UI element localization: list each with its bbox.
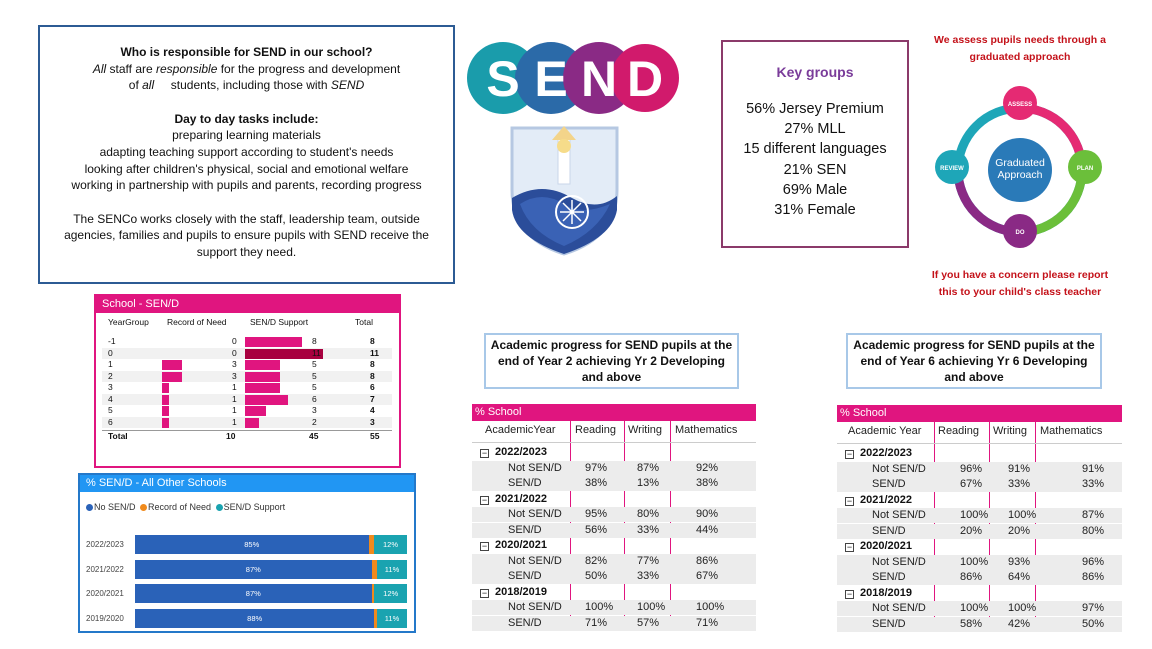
key-group-item: 27% MLL <box>784 121 846 138</box>
logo-letter: N <box>580 51 618 107</box>
collapse-icon: − <box>846 495 853 506</box>
ap-y6-table <box>837 405 1122 635</box>
no-send-bar: 88% <box>135 609 374 628</box>
table-row <box>102 394 392 406</box>
total-value: 11 <box>370 347 379 358</box>
table-cell: 57% <box>637 616 660 629</box>
record-of-need-bar <box>162 360 182 370</box>
year-cell: 5 <box>108 405 113 415</box>
info-line-2: of all students, including those with SEND <box>128 78 365 93</box>
total-record-of-need: 10 <box>226 431 236 441</box>
table-cell: 100% <box>960 602 989 614</box>
tasks-heading: Day to day tasks include: <box>174 111 319 126</box>
table-cell: 90% <box>696 508 719 520</box>
key-group-item: 56% Jersey Premium <box>746 101 884 117</box>
sen-support-value: 8 <box>312 336 317 346</box>
table-cell: 50% <box>1082 617 1105 630</box>
table-cell: 92% <box>696 461 719 474</box>
column-header: Writing <box>628 424 663 436</box>
row-label: Not SEN/D <box>872 462 926 475</box>
table-cell: 67% <box>696 570 719 582</box>
table-total-row <box>102 430 392 442</box>
table-cell: 20% <box>1008 524 1031 537</box>
record-of-need-value: 3 <box>232 359 237 369</box>
column-header: Mathematics <box>675 424 738 436</box>
no-send-bar: 87% <box>135 584 372 603</box>
table-cell: 38% <box>696 477 719 489</box>
row-label: SEN/D <box>508 570 542 582</box>
table-cell: 67% <box>960 478 983 490</box>
table-cell: 44% <box>696 523 719 536</box>
table-cell: 97% <box>1082 602 1105 614</box>
table-cell: 100% <box>1008 509 1037 521</box>
year-cell: 6 <box>108 416 113 427</box>
table-header: % School <box>472 404 756 421</box>
collapse-icon: − <box>481 541 488 551</box>
senco-line: support they need. <box>196 244 297 259</box>
sen-support-bar: 11% <box>377 560 407 579</box>
column-header: Academic Year <box>848 425 922 437</box>
table-cell: 100% <box>960 555 989 568</box>
table-cell: 80% <box>1082 524 1105 537</box>
senco-line: The SENCo works closely with the staff, leadership team, outside <box>73 211 420 226</box>
table-cell: 95% <box>585 508 608 520</box>
table-row <box>102 417 392 429</box>
table-cell: 71% <box>585 616 608 629</box>
total-value: 8 <box>370 359 375 369</box>
task-item: working in partnership with pupils and parents, recording progress <box>71 178 422 193</box>
table-row <box>102 405 392 417</box>
other-schools-chart <box>78 473 416 633</box>
sen-support-bar <box>245 337 302 347</box>
sen-support-bar: 12% <box>374 584 407 603</box>
svg-text:Approach: Approach <box>997 169 1043 181</box>
collapse-icon: − <box>481 587 488 598</box>
ap-y2-table <box>472 404 756 634</box>
year-group-label: − 2020/2021 <box>481 539 547 551</box>
row-label: Not SEN/D <box>508 508 562 520</box>
no-send-bar: 85% <box>135 535 369 554</box>
year-group-label: − 2018/2019 <box>481 585 547 598</box>
total-sen-support: 45 <box>309 431 319 441</box>
year-cell: 0 <box>108 347 113 358</box>
table-cell: 100% <box>585 601 614 613</box>
legend-dot <box>140 504 147 511</box>
table-cell: 87% <box>1082 509 1105 521</box>
row-label: SEN/D <box>872 478 906 490</box>
table-row <box>102 336 392 348</box>
table-cell: 97% <box>585 461 608 474</box>
table-cell: 100% <box>960 509 989 521</box>
other-schools-title: % SEN/D - All Other Schools <box>80 475 414 492</box>
year-group-label: − 2018/2019 <box>846 586 912 599</box>
sen-support-bar: 12% <box>374 535 407 554</box>
record-of-need-value: 1 <box>232 416 237 427</box>
row-label: Not SEN/D <box>508 461 562 474</box>
year-cell: -1 <box>108 336 116 346</box>
logo-letter: E <box>534 51 568 107</box>
svg-text:REVIEW: REVIEW <box>940 166 964 172</box>
collapse-icon: − <box>481 494 488 505</box>
table-cell: 82% <box>585 554 608 567</box>
row-label: Not SEN/D <box>508 601 562 613</box>
svg-text:DO: DO <box>1015 230 1025 236</box>
key-group-item: 15 different languages <box>743 141 887 158</box>
table-header: % School <box>837 405 1122 422</box>
table-cell: 86% <box>960 571 983 583</box>
no-send-bar: 87% <box>135 560 372 579</box>
year-group-label: − 2021/2022 <box>846 493 912 506</box>
school-table-title: School - SEN/D <box>96 296 399 313</box>
row-label: Not SEN/D <box>872 602 926 614</box>
column-header: Mathematics <box>1040 425 1103 437</box>
key-group-item: 21% SEN <box>783 161 847 178</box>
table-cell: 56% <box>585 523 608 536</box>
info-line-1: All staff are responsible for the progress and development <box>92 61 401 76</box>
row-label: SEN/D <box>508 616 542 629</box>
record-of-need-bar <box>162 372 182 382</box>
ap-y6-title: Academic progress for SEND pupils at the end of Year 6 achieving Yr 6 Developing and above <box>846 333 1102 389</box>
year-group-label: − 2022/2023 <box>481 446 547 458</box>
year-cell: 3 <box>108 382 113 392</box>
table-cell: 86% <box>1082 571 1105 583</box>
table-cell: 38% <box>585 477 608 489</box>
header-divider <box>472 442 756 443</box>
table-cell: 20% <box>960 524 983 537</box>
year-group-label: − 2021/2022 <box>481 492 547 505</box>
table-row <box>102 382 392 394</box>
sen-support-bar <box>245 418 259 428</box>
svg-text:ASSESS: ASSESS <box>1007 102 1033 108</box>
column-header: Reading <box>938 425 979 437</box>
key-group-item: 69% Male <box>782 181 848 198</box>
total-value: 8 <box>370 370 375 381</box>
table-cell: 93% <box>1008 555 1031 568</box>
table-cell: 80% <box>637 508 660 520</box>
sen-support-value: 5 <box>312 359 317 369</box>
header-divider <box>837 443 1122 444</box>
sen-support-bar: 11% <box>377 609 407 628</box>
table-cell: 71% <box>696 616 719 629</box>
table-cell: 33% <box>637 523 660 536</box>
row-label: Not SEN/D <box>872 555 926 568</box>
column-header: Reading <box>575 424 616 436</box>
collapse-icon: − <box>846 542 853 552</box>
year-group-label: − 2022/2023 <box>846 447 912 459</box>
sen-support-bar <box>245 360 280 370</box>
table-row <box>102 359 392 371</box>
year-label: 2020/2021 <box>86 589 124 598</box>
table-cell: 33% <box>1008 478 1031 490</box>
year-cell: 4 <box>108 393 113 404</box>
table-cell: 86% <box>696 554 719 567</box>
table-cell: 100% <box>637 601 666 613</box>
logo-letter: S <box>486 51 520 107</box>
table-cell: 77% <box>637 554 660 567</box>
record-of-need-value: 0 <box>232 336 237 346</box>
record-of-need-value: 0 <box>232 347 237 358</box>
senco-line: agencies, families and pupils to ensure pupils with SEND receive the <box>64 228 429 243</box>
row-label: SEN/D <box>508 477 542 489</box>
record-of-need-value: 1 <box>232 393 237 404</box>
total-label: Total <box>108 431 128 441</box>
table-cell: 42% <box>1008 617 1031 630</box>
year-cell: 2 <box>108 370 113 381</box>
send-logo <box>463 40 681 120</box>
table-cell: 96% <box>960 462 983 475</box>
column-header: Writing <box>993 425 1028 437</box>
sen-support-value: 5 <box>312 370 317 381</box>
year-cell: 1 <box>108 359 113 369</box>
column-header: YearGroup <box>108 317 149 327</box>
collapse-icon: − <box>846 588 853 599</box>
school-table-header <box>102 317 392 329</box>
collapse-icon: − <box>481 448 488 458</box>
table-cell: 33% <box>637 570 660 582</box>
record-of-need-bar <box>162 406 169 416</box>
record-of-need-value: 1 <box>232 382 237 392</box>
record-of-need-bar <box>162 395 169 405</box>
table-cell: 87% <box>637 461 660 474</box>
collapse-icon: − <box>846 449 853 459</box>
total-value: 7 <box>370 393 375 404</box>
table-cell: 100% <box>696 601 725 613</box>
task-item: looking after children's physical, social and emotional welfare <box>84 161 409 176</box>
column-header: Record of Need <box>167 317 227 327</box>
sen-support-bar <box>245 406 266 416</box>
table-cell: 58% <box>960 617 983 630</box>
task-item: adapting teaching support according to student's needs <box>99 144 394 159</box>
row-label: SEN/D <box>872 524 906 537</box>
send-info-box <box>38 25 455 284</box>
record-of-need-bar <box>162 383 169 393</box>
task-item: preparing learning materials <box>172 128 321 143</box>
table-cell: 64% <box>1008 571 1031 583</box>
year-label: 2021/2022 <box>86 564 124 574</box>
info-heading: Who is responsible for SEND in our school? <box>120 45 373 59</box>
sen-support-value: 3 <box>312 405 317 415</box>
table-cell: 91% <box>1008 462 1031 475</box>
row-label: Not SEN/D <box>508 554 562 567</box>
row-label: Not SEN/D <box>872 509 926 521</box>
column-header: SEN/D Support <box>250 317 309 327</box>
total-value: 4 <box>370 405 375 415</box>
year-label: 2019/2020 <box>86 613 124 623</box>
row-label: SEN/D <box>872 617 906 630</box>
key-group-item: 31% Female <box>774 202 856 219</box>
legend-dot <box>216 504 223 511</box>
logo-letter: D <box>626 51 664 107</box>
other-schools-legend: No SEN/D Record of Need SEN/D Support <box>86 502 285 512</box>
key-groups-box <box>721 40 909 248</box>
table-cell: 96% <box>1082 555 1105 568</box>
column-header: AcademicYear <box>485 424 556 436</box>
record-of-need-value: 1 <box>232 405 237 415</box>
sen-support-value: 2 <box>312 416 317 427</box>
record-of-need-value: 3 <box>232 370 237 381</box>
legend-dot <box>86 504 93 511</box>
sen-support-value: 6 <box>312 393 317 404</box>
column-header: Total <box>355 317 373 327</box>
row-label: SEN/D <box>508 523 542 536</box>
total-value: 8 <box>370 336 375 346</box>
total-value: 3 <box>370 416 375 427</box>
table-cell: 91% <box>1082 462 1105 475</box>
year-group-label: − 2020/2021 <box>846 540 912 552</box>
table-cell: 33% <box>1082 478 1105 490</box>
assess-note: We assess pupils needs through a graduated approach <box>934 34 1106 63</box>
total-all: 55 <box>370 431 380 441</box>
school-send-table <box>94 294 401 468</box>
table-row <box>102 348 392 360</box>
concern-note: If you have a concern please report this to your child's class teacher <box>931 269 1109 298</box>
table-row <box>102 371 392 383</box>
sen-support-bar <box>245 383 280 393</box>
sen-support-bar <box>245 395 288 405</box>
graduated-approach-diagram <box>930 85 1110 260</box>
key-groups-title: Key groups <box>776 64 854 80</box>
row-label: SEN/D <box>872 571 906 583</box>
ap-y2-title: Academic progress for SEND pupils at the end of Year 2 achieving Yr 2 Developing and above <box>484 333 739 389</box>
total-value: 6 <box>370 382 375 392</box>
sen-support-bar <box>245 372 280 382</box>
year-label: 2022/2023 <box>86 540 124 549</box>
table-cell: 13% <box>637 477 660 489</box>
table-cell: 100% <box>1008 602 1037 614</box>
sen-support-value: 5 <box>312 382 317 392</box>
svg-text:PLAN: PLAN <box>1076 166 1094 172</box>
school-crest-logo <box>502 120 627 260</box>
sen-support-value: 11 <box>312 347 321 358</box>
svg-text:Graduated: Graduated <box>995 157 1045 169</box>
record-of-need-bar <box>162 418 169 428</box>
table-cell: 50% <box>585 570 608 582</box>
